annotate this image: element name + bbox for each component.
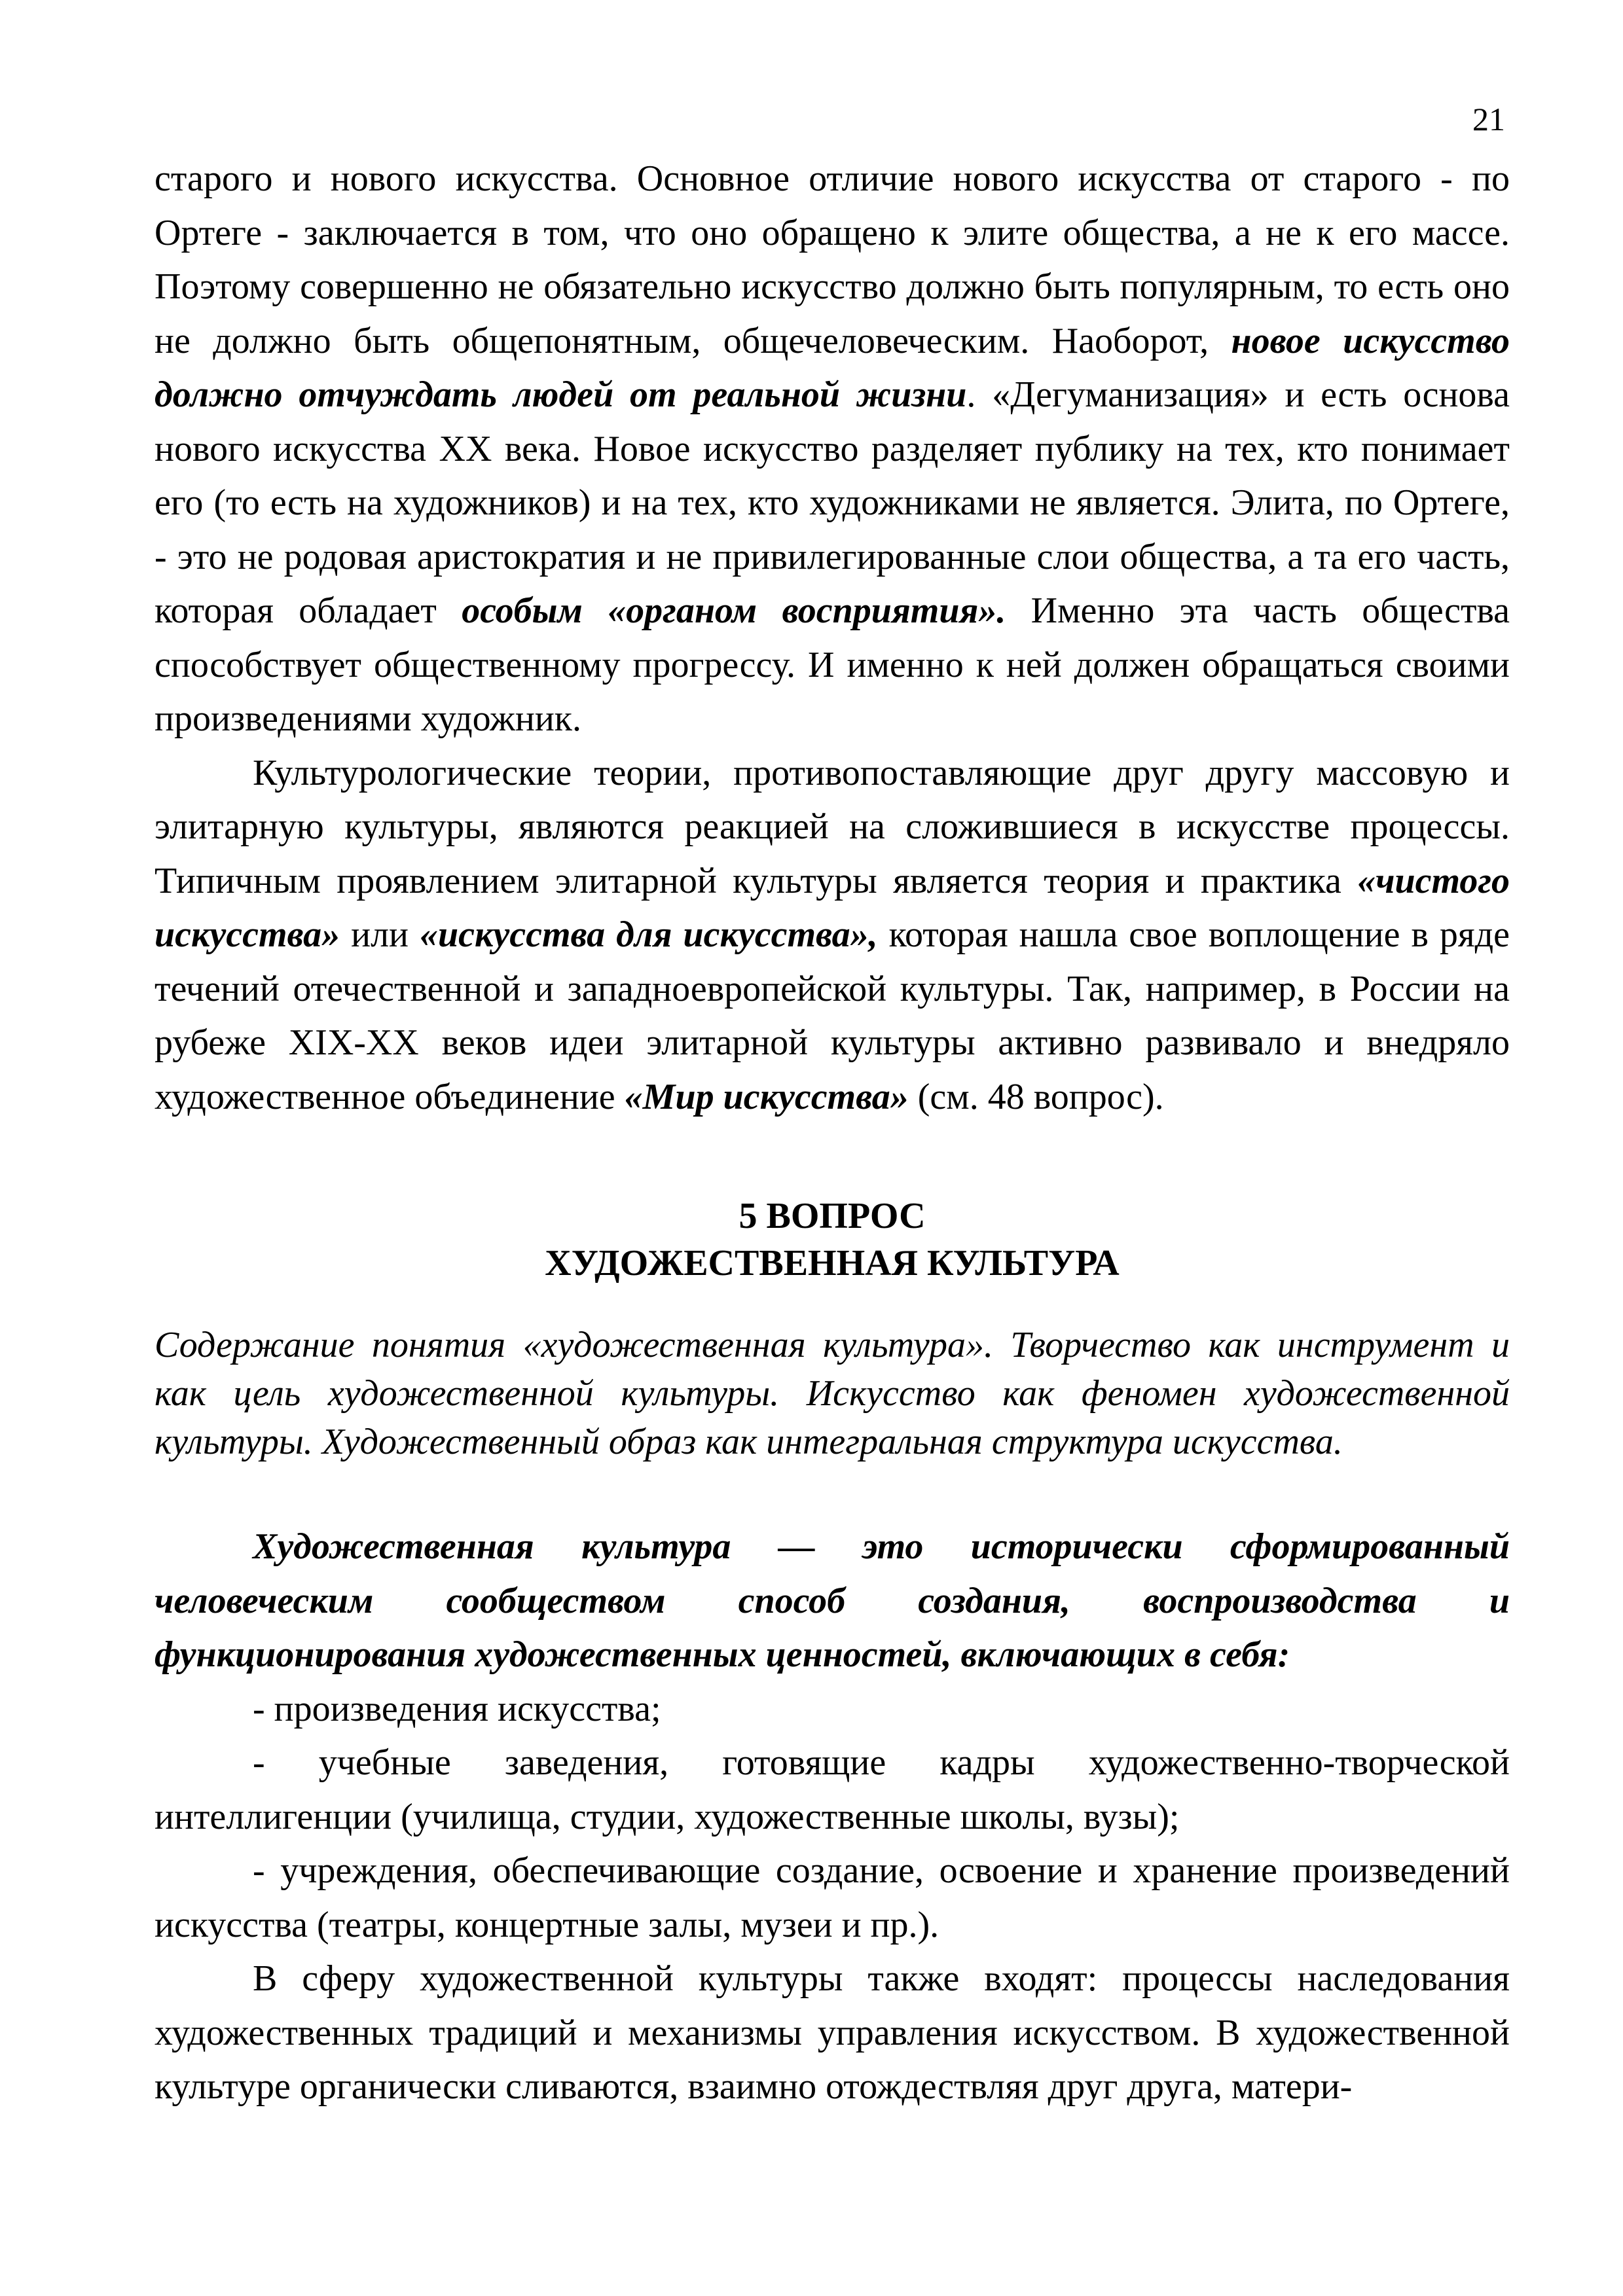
section-number: 5 ВОПРОС [739, 1196, 926, 1236]
section-title: ХУДОЖЕСТВЕННАЯ КУЛЬТУРА [545, 1243, 1120, 1283]
emphasis-run: «искусства для искусства», [420, 914, 878, 955]
text-run: Культурологические теории, противопоставляющие друг другу массовую и элитарную культуры, являются реакцией на сложившиеся в искусстве процессы. Типичным проявлением элитарной культуры является теория и практика [155, 752, 1510, 901]
text-run: или [340, 914, 420, 955]
page-number: 21 [1472, 101, 1505, 137]
text-run: Именно эта часть общества способствует общественному прогрессу. И именно к ней должен обращаться своими произведениями художник. [155, 590, 1510, 739]
emphasis-run: «Мир искусства» [624, 1076, 909, 1117]
section-summary [155, 1321, 1510, 1466]
text-run: . «Дегуманизация» и есть основа нового искусства XX века. Новое искусство разделяет публику на тех, кто понимает его (то есть на художников) и на тех, кто художниками не является. Элита, по Ортеге, - это не родовая аристократия и не привилегированные слои общества, а та его часть, которая обладает [155, 374, 1510, 631]
emphasis-run: особым «органом восприятия». [462, 590, 1006, 631]
summary-text: Содержание понятия «художественная культура». Творчество как инструмент и как цель художественной культуры. Искусство как феномен художественной культуры. Художественный образ как интегральная структура искусства. [155, 1325, 1510, 1462]
emphasis-run: «чистого искусства» [155, 860, 1510, 955]
text-run: которая нашла свое воплощение в ряде течений отечественной и западноевропейской культуры. Так, например, в России на рубеже XIX-XX веков идеи элитарной культуры активно развивало и внедряло художественное объединение [155, 914, 1510, 1117]
body-text-top [155, 152, 1510, 1124]
list-item: - учебные заведения, готовящие кадры художественно-творческой интеллигенции (училища, студии, художественные школы, вузы); [155, 1742, 1510, 1837]
text-run: (см. 48 вопрос). [908, 1076, 1164, 1117]
definition-paragraph: Художественная культура — это исторически сформированный человеческим сообществом способ создания, воспроизводства и функционирования художественных ценностей, включающих в себя: [155, 1526, 1510, 1675]
emphasis-run: новое искусство должно отчуждать людей от реальной жизни [155, 320, 1510, 415]
paragraph-artistic-sphere: В сферу художественной культуры также входят: процессы наследования художественных традиций и механизмы управления искусством. В художественной культуре органически сливаются, взаимно отождествляя друг друга, матери- [155, 1958, 1510, 2107]
text-run: старого и нового искусства. Основное отличие нового искусства от старого - по Ортеге - заключается в том, что оно обращено к элите общества, а не к его массе. Поэтому совершенно не обязательно искусство должно быть популярным, то есть оно не должно быть общепонятным, общечеловеческим. Наоборот, [155, 158, 1510, 361]
body-text-bottom [155, 1520, 1510, 2114]
list-item: - произведения искусства; [253, 1688, 661, 1729]
section-heading [155, 1193, 1510, 1287]
list-item: - учреждения, обеспечивающие создание, освоение и хранение произведений искусства (театры, концертные залы, музеи и пр.). [155, 1850, 1510, 1945]
paragraph-elite-culture [155, 746, 1510, 1124]
paragraph-ortega [155, 152, 1510, 746]
